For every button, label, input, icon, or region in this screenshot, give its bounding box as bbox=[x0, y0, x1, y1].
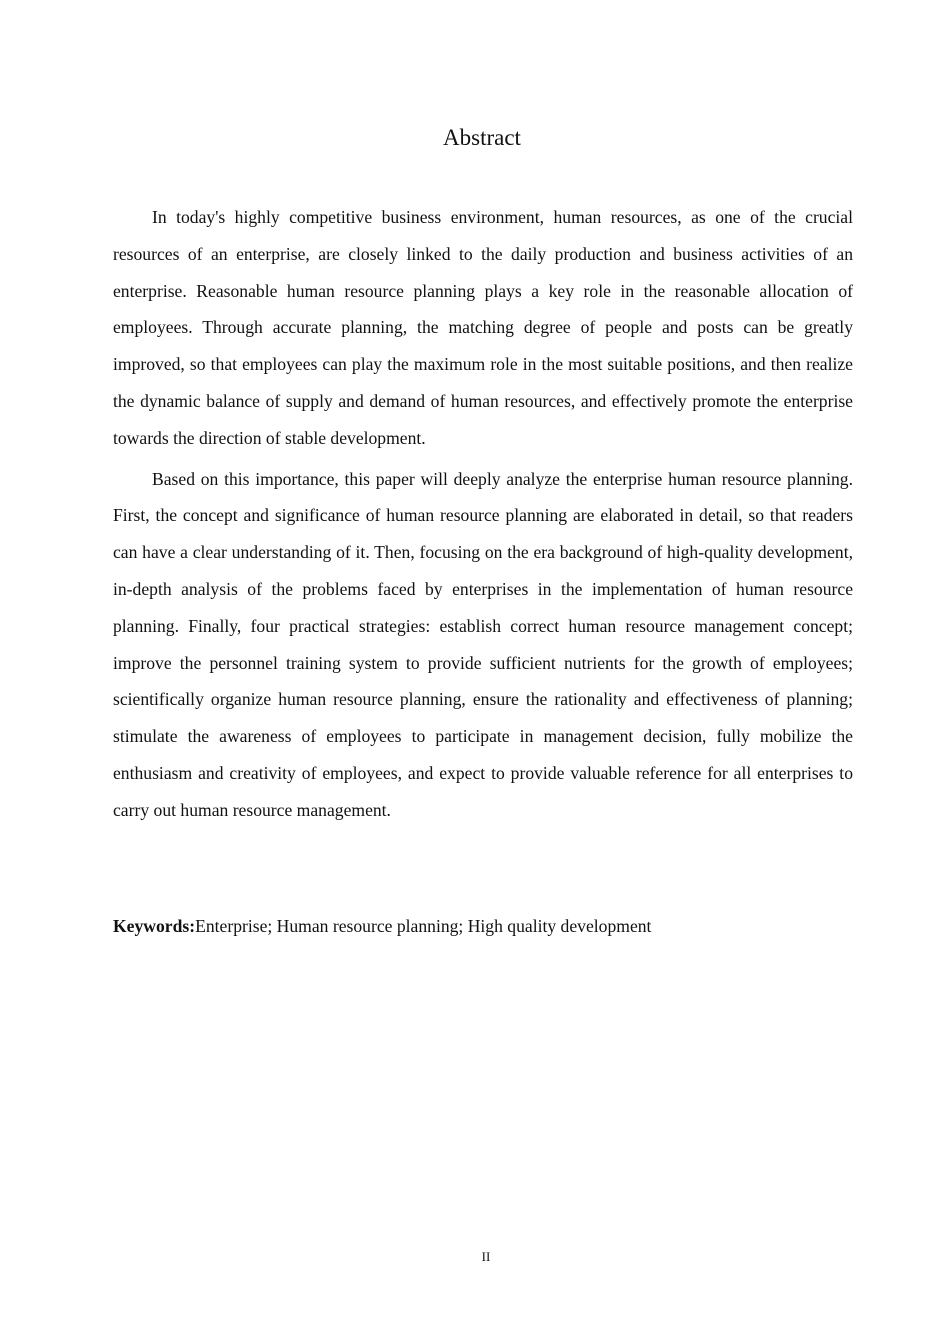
keywords-line bbox=[113, 908, 853, 944]
abstract-paragraph-2: Based on this importance, this paper will deeply analyze the enterprise human resource planning. First, the concept and significance of human resource planning are elaborated in detail, so that readers can have a clear understanding of it. Then, focusing on the era background of high-quality development, in-depth analysis of the problems faced by enterprises in the implementation of human resource planning. Finally, four practical strategies: establish correct human resource management concept; improve the personnel training system to provide sufficient nutrients for the growth of employees; scientifically organize human resource planning, ensure the rationality and effectiveness of planning; stimulate the awareness of employees to participate in management decision, fully mobilize the enthusiasm and creativity of employees, and expect to provide valuable reference for all enterprises to carry out human resource management. bbox=[113, 468, 853, 820]
abstract-body bbox=[113, 199, 853, 829]
page-title: Abstract bbox=[443, 125, 521, 150]
page-number: II bbox=[481, 1249, 491, 1264]
keywords-text: Enterprise; Human resource planning; High quality development bbox=[195, 916, 652, 936]
keywords-label: Keywords: bbox=[113, 916, 196, 936]
abstract-paragraph-1: In today's highly competitive business environment, human resources, as one of the crucial resources of an enterprise, are closely linked to the daily production and business activities of an enterprise. Reasonable human resource planning plays a key role in the reasonable allocation of employees. Through accurate planning, the matching degree of people and posts can be greatly improved, so that employees can play the maximum role in the most suitable positions, and then realize the dynamic balance of supply and demand of human resources, and effectively promote the enterprise towards the direction of stable development. bbox=[113, 207, 853, 448]
